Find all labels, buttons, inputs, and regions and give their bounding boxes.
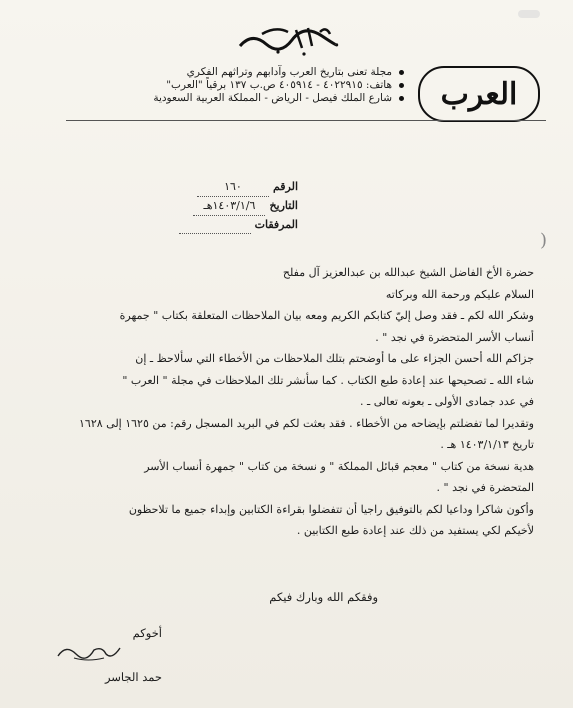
body-line: أنساب الأسر المتحضرة في نجد " . xyxy=(375,330,534,344)
body-line: جزاكم الله أحسن الجزاء على ما أوضحتم بتلك الملاحظات من الأخطاء التي سألاحظ ـ إن xyxy=(135,352,534,365)
letterhead-line xyxy=(76,79,404,92)
letter-body xyxy=(48,262,534,542)
letterhead-contact: هاتف: ٤٠٢٢٩١٥ - ٤٠٥٩١٤ ص.ب ١٣٧ برقياً "العرب" xyxy=(166,79,392,91)
body-line: وأكون شاكرا وداعيا لكم بالتوفيق راجيا أن تتفضلوا بقراءة الكتابين وإبداء جميع ما تلاحظون xyxy=(128,502,534,516)
magazine-logo: العرب xyxy=(418,66,540,122)
bullet-icon xyxy=(399,83,404,88)
letterhead-info xyxy=(76,66,404,105)
body-line: تاريخ ١٤٠٣/١/١٣ هـ . xyxy=(440,438,534,451)
reference-number-label: الرقم xyxy=(272,180,298,193)
sender-line: أخوكم xyxy=(132,626,162,640)
letterhead-line xyxy=(76,92,404,105)
body-line: وتقديرا لما تفضلتم بإيضاحه من الأخطاء . فقد بعثت لكم في البريد المسجل رقم: من ١٦٢٥ إلى ١٦٢٨ xyxy=(79,416,534,430)
salutation: حضرة الأخ الفاضل الشيخ عبدالله بن عبدالعزيز آل مفلح xyxy=(282,266,534,279)
letterhead-tagline: مجلة تعنى بتاريخ العرب وآدابهم وتراثهم الفكري xyxy=(186,66,392,78)
reference-number-value: ١٦٠ xyxy=(197,178,269,197)
margin-mark: ) xyxy=(540,230,548,251)
reference-attachments-row xyxy=(168,216,298,234)
body-line: هدية نسخة من كتاب " معجم قبائل المملكة " و نسخة من كتاب " جمهرة أنساب الأسر xyxy=(144,459,534,473)
sender-name: حمد الجاسر xyxy=(104,670,162,684)
letterhead-line xyxy=(76,66,404,79)
greeting: السلام عليكم ورحمة الله وبركاته xyxy=(385,287,534,301)
basmala-calligraphy xyxy=(232,22,342,58)
body-line: في عدد جمادى الأولى ـ بعونه تعالى ـ . xyxy=(359,395,534,408)
bullet-icon xyxy=(399,70,404,75)
reference-date-row xyxy=(168,197,298,216)
body-line: شاء الله ـ تصحيحها عند إعادة طبع الكتاب . كما سأنشر تلك الملاحظات في مجلة " العرب " xyxy=(122,373,534,387)
body-line: وشكر الله لكم ـ فقد وصل إليّ كتابكم الكريم ومعه بيان الملاحظات المتعلقة بكتاب " جمهرة xyxy=(119,309,534,322)
body-line: المتحضرة في نجد " . xyxy=(436,481,534,494)
header-divider xyxy=(66,120,546,121)
closing-blessing: وفقكم الله وبارك فيكم xyxy=(269,590,378,604)
reference-date-value: ١٤٠٣/١/٦هـ xyxy=(193,197,265,216)
letterhead-address: شارع الملك فيصل - الرياض - المملكة العربية السعودية xyxy=(153,92,392,104)
body-line: لأخيكم لكي يستفيد من ذلك عند إعادة طبع الكتابين . xyxy=(296,524,534,537)
scan-artifact xyxy=(518,10,540,18)
bullet-icon xyxy=(399,96,404,101)
reference-date-label: التاريخ xyxy=(269,199,298,212)
reference-attachments-value xyxy=(179,216,251,234)
reference-block xyxy=(168,178,298,234)
reference-attachments-label: المرفقات xyxy=(254,218,298,231)
handwritten-signature xyxy=(54,640,124,662)
reference-number-row xyxy=(168,178,298,197)
